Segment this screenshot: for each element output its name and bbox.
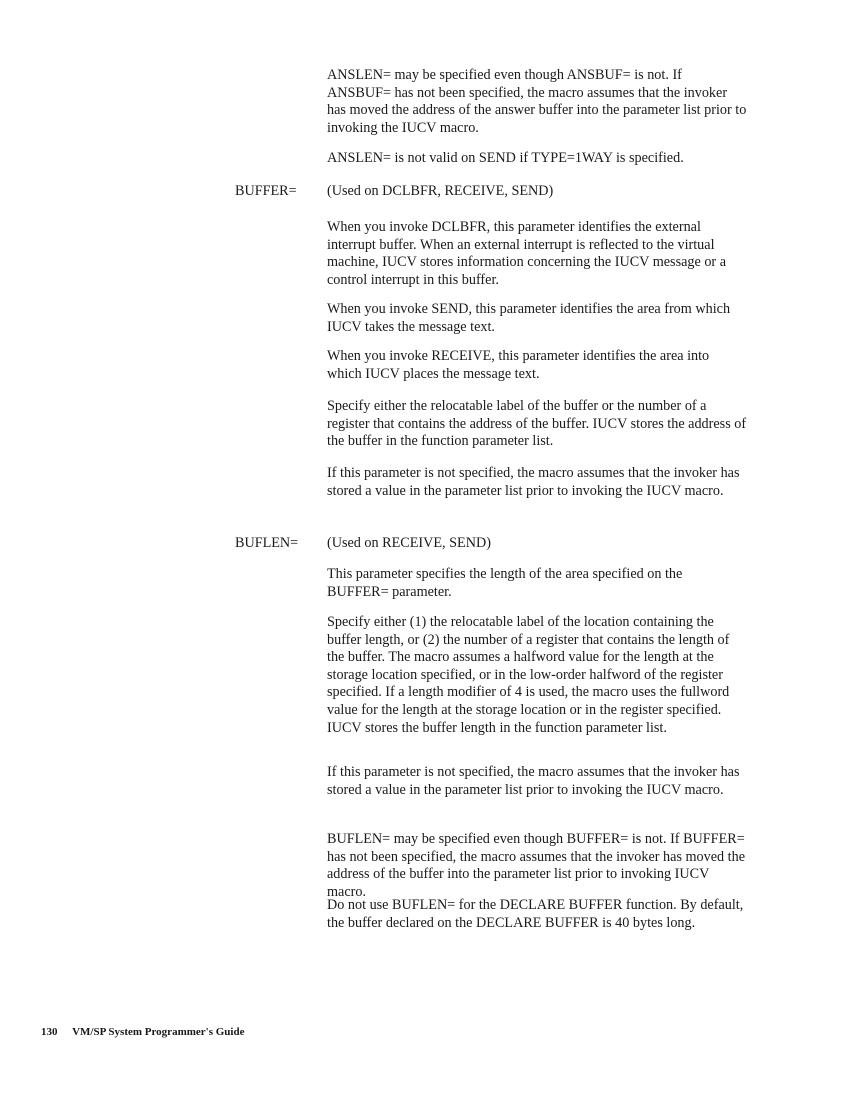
paragraph-buflen-specify: Specify either (1) the relocatable label of the location containing the buffer length, or (2) the number of a register that contains the length of the buffer. The macro assumes a halfword value for the length at the storage location specified, or in the low-order halfword of the register specified. If a length modifier of 4 is used, the macro uses the fullword value for the length at the storage location or in the register specified. IUCV stores the buffer length in the function parameter list. xyxy=(327,614,730,736)
page-number: 130 xyxy=(41,1026,58,1038)
paragraph-buffer-receive: When you invoke RECEIVE, this parameter identifies the area into which IUCV places the message text. xyxy=(327,348,710,382)
paragraph-buflen-note: BUFLEN= may be specified even though BUFFER= is not. If BUFFER= has not been specified, the macro assumes that the invoker has moved the address of the buffer into the parameter list prior to invoking IUCV macro. xyxy=(327,831,746,900)
paragraph-buflen-usage: (Used on RECEIVE, SEND) xyxy=(327,535,491,551)
paragraph-buffer-dclbfr: When you invoke DCLBFR, this parameter identifies the external interrupt buffer. When an external interrupt is reflected to the virtual machine, IUCV stores information concerning the IUCV message or a control interrupt in this buffer. xyxy=(327,219,726,288)
paragraph-buflen-length: This parameter specifies the length of the area specified on the BUFFER= parameter. xyxy=(327,566,683,600)
term-buffer: BUFFER= xyxy=(235,183,297,199)
paragraph-buflen-declare: Do not use BUFLEN= for the DECLARE BUFFER function. By default, the buffer declared on the DECLARE BUFFER is 40 bytes long. xyxy=(327,897,744,931)
footer-title: VM/SP System Programmer's Guide xyxy=(72,1026,245,1038)
term-buflen: BUFLEN= xyxy=(235,535,299,551)
paragraph-anslen-send: ANSLEN= is not valid on SEND if TYPE=1WAY is specified. xyxy=(327,150,684,166)
paragraph-buffer-default: If this parameter is not specified, the macro assumes that the invoker has stored a value in the parameter list prior to invoking the IUCV macro. xyxy=(327,465,740,499)
paragraph-buffer-usage: (Used on DCLBFR, RECEIVE, SEND) xyxy=(327,183,554,199)
paragraph-buffer-send: When you invoke SEND, this parameter identifies the area from which IUCV takes the message text. xyxy=(327,301,731,335)
paragraph-anslen-note: ANSLEN= may be specified even though ANSBUF= is not. If ANSBUF= has not been specified, the macro assumes that the invoker has moved the address of the answer buffer into the parameter list prior to invoking the IUCV macro. xyxy=(327,67,747,136)
paragraph-buflen-default: If this parameter is not specified, the macro assumes that the invoker has stored a value in the parameter list prior to invoking the IUCV macro. xyxy=(327,764,740,798)
page-footer xyxy=(41,1025,244,1039)
paragraph-buffer-specify: Specify either the relocatable label of the buffer or the number of a register that contains the address of the buffer. IUCV stores the address of the buffer in the function parameter list. xyxy=(327,398,747,450)
